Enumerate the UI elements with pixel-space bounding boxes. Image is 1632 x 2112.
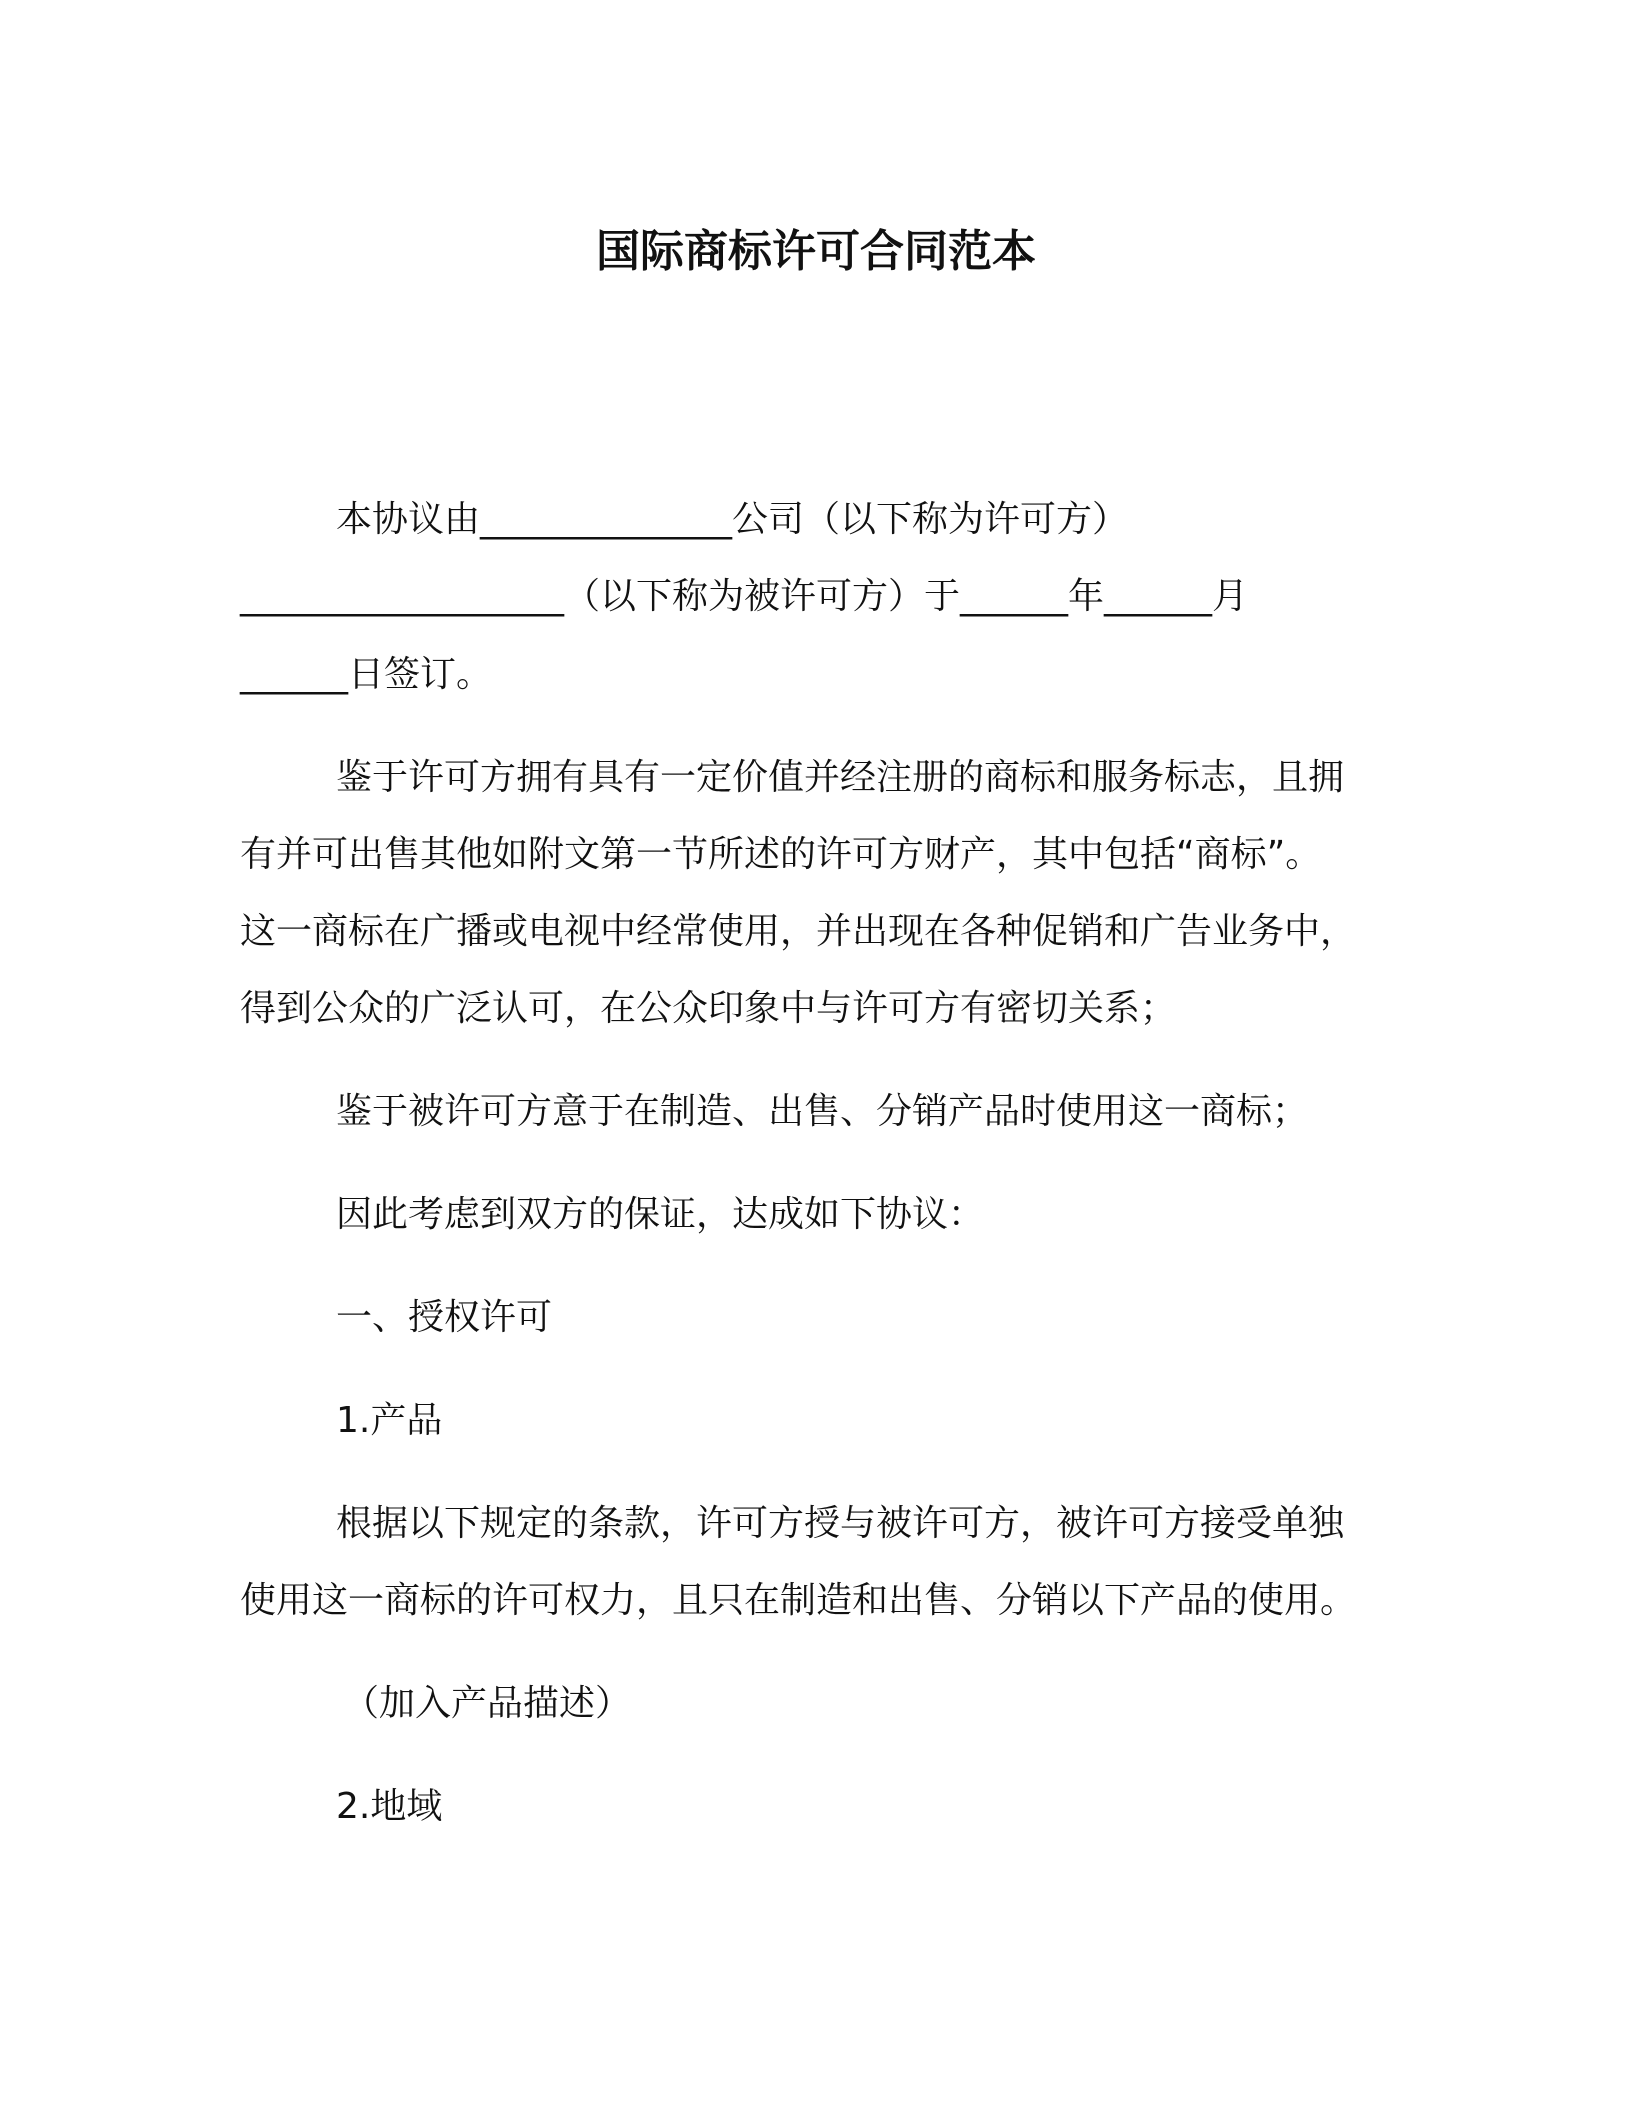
document-title: 国际商标许可合同范本 (596, 226, 1036, 277)
paragraph-line: 根据以下规定的条款，许可方授与被许可方，被许可方接受单独 (336, 1503, 1345, 1544)
paragraph-line: __________________（以下称为被许可方）于______年______月 (240, 576, 1249, 617)
section-heading: 一、授权许可 (336, 1297, 553, 1338)
subsection-heading: 1.产品 (336, 1400, 443, 1441)
paragraph-line: 鉴于许可方拥有具有一定价值并经注册的商标和服务标志，且拥 (336, 757, 1345, 798)
paragraph-line: 这一商标在广播或电视中经常使用，并出现在各种促销和广告业务中， (240, 911, 1357, 952)
paragraph-line: 得到公众的广泛认可，在公众印象中与许可方有密切关系； (240, 988, 1177, 1029)
paragraph-line: 使用这一商标的许可权力，且只在制造和出售、分销以下产品的使用。 (240, 1580, 1357, 1621)
placeholder-line: （加入产品描述） (343, 1683, 632, 1724)
paragraph-line: 本协议由______________公司（以下称为许可方） (336, 499, 1129, 540)
paragraph-line: 鉴于被许可方意于在制造、出售、分销产品时使用这一商标； (336, 1091, 1309, 1132)
paragraph-line: 因此考虑到双方的保证，达成如下协议： (336, 1194, 985, 1235)
paragraph-line: 有并可出售其他如附文第一节所述的许可方财产，其中包括“商标”。 (240, 834, 1322, 875)
paragraph-line: ______日签订。 (240, 654, 493, 695)
subsection-heading: 2.地域 (336, 1786, 443, 1827)
